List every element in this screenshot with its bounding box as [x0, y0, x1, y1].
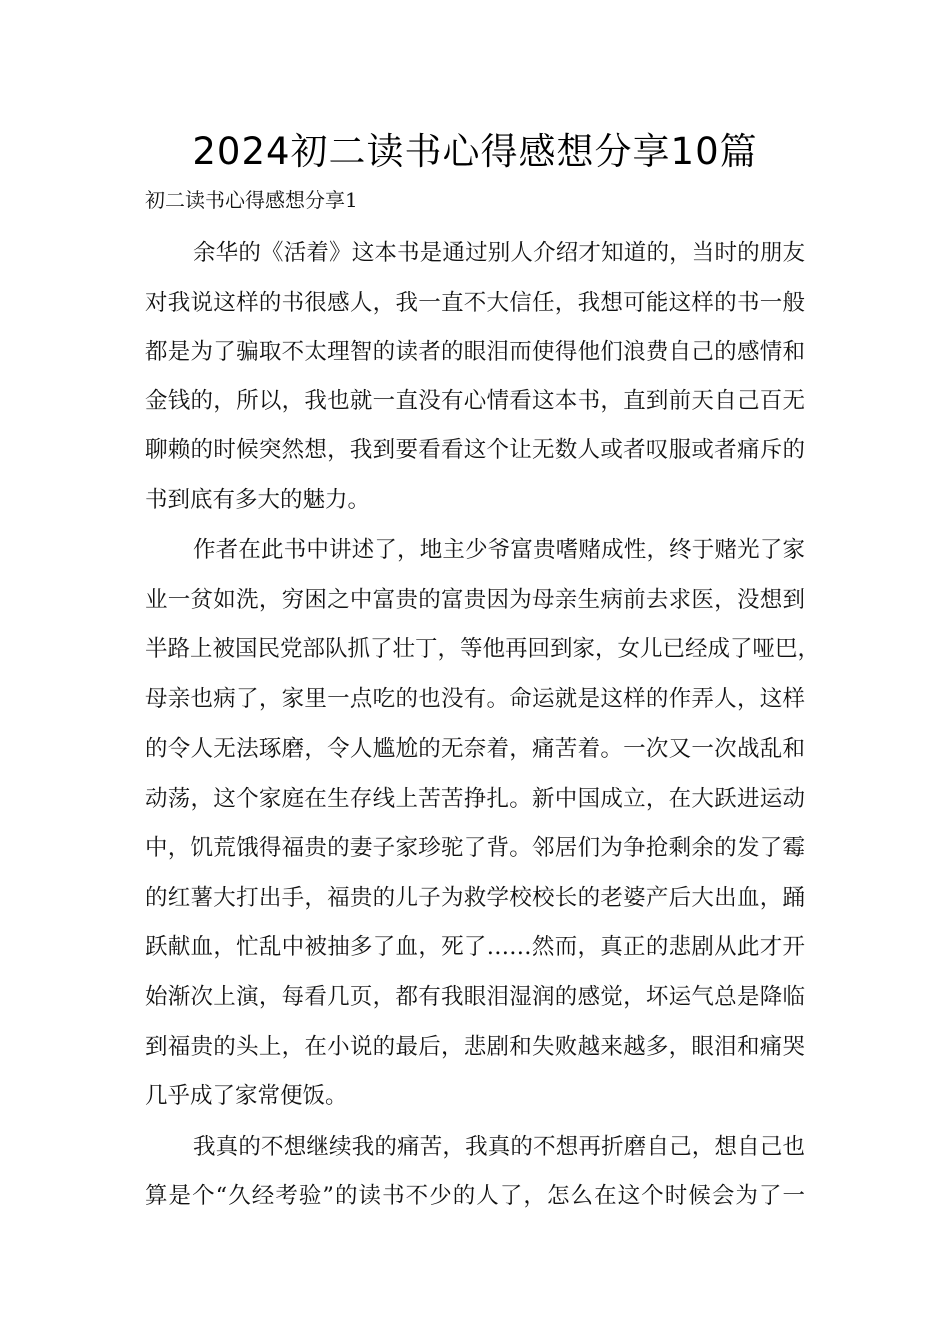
paragraph-line: 母亲也病了，家里一点吃的也没有。命运就是这样的作弄人，这样	[145, 686, 805, 712]
paragraph-line: 都是为了骗取不太理智的读者的眼泪而使得他们浪费自己的感情和	[145, 339, 805, 365]
paragraph-line: 动荡，这个家庭在生存线上苦苦挣扎。新中国成立，在大跃进运动	[145, 786, 805, 812]
paragraph-line: 跃献血，忙乱中被抽多了血，死了……然而，真正的悲剧从此才开	[145, 934, 805, 960]
paragraph-line: 对我说这样的书很感人，我一直不大信任，我想可能这样的书一般	[145, 290, 805, 316]
paragraph-line: 业一贫如洗，穷困之中富贵的富贵因为母亲生病前去求医，没想到	[145, 587, 805, 613]
paragraph-line: 到福贵的头上，在小说的最后，悲剧和失败越来越多，眼泪和痛哭	[145, 1034, 805, 1060]
paragraph-line: 几乎成了家常便饭。	[145, 1083, 348, 1109]
paragraph-line: 金钱的，所以，我也就一直没有心情看这本书，直到前天自己百无	[145, 388, 805, 414]
paragraph-line: 的令人无法琢磨，令人尴尬的无奈着，痛苦着。一次又一次战乱和	[145, 736, 805, 762]
paragraph-line: 中，饥荒饿得福贵的妻子家珍驼了背。邻居们为争抢剩余的发了霉	[145, 835, 805, 861]
paragraph-line: 始渐次上演，每看几页，都有我眼泪湿润的感觉，坏运气总是降临	[145, 984, 805, 1010]
paragraph-line: 的红薯大打出手，福贵的儿子为救学校校长的老婆产后大出血，踊	[145, 885, 805, 911]
paragraph-line: 余华的《活着》这本书是通过别人介绍才知道的，当时的朋友	[193, 240, 805, 266]
section-heading: 初二读书心得感想分享1	[145, 188, 358, 212]
document-title: 2024初二读书心得感想分享10篇	[192, 130, 758, 173]
paragraph-line: 算是个“久经考验”的读书不少的人了，怎么在这个时候会为了一	[145, 1183, 805, 1209]
paragraph-line: 半路上被国民党部队抓了壮丁，等他再回到家，女儿已经成了哑巴，	[145, 636, 821, 662]
paragraph-line: 书到底有多大的魅力。	[145, 487, 371, 513]
paragraph-line: 作者在此书中讲述了，地主少爷富贵嗜赌成性，终于赌光了家	[193, 537, 805, 563]
paragraph-line: 我真的不想继续我的痛苦，我真的不想再折磨自己，想自己也	[193, 1134, 805, 1160]
paragraph-line: 聊赖的时候突然想，我到要看看这个让无数人或者叹服或者痛斥的	[145, 437, 805, 463]
